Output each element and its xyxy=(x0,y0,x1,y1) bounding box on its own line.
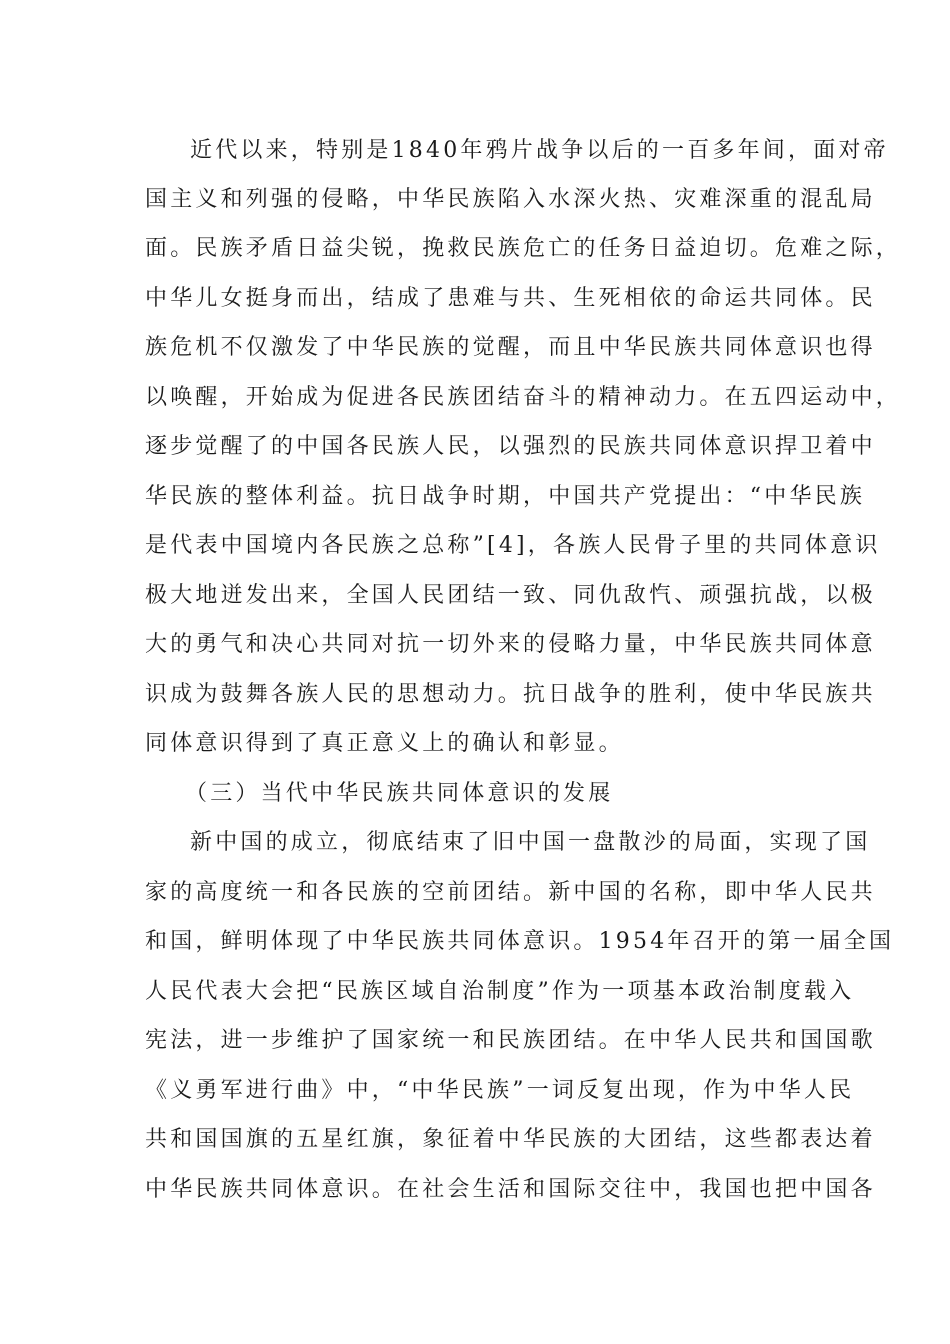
paragraph-line: 人民代表大会把“民族区域自治制度”作为一项基本政治制度载入 xyxy=(145,979,855,1004)
paragraph-line: 极大地迸发出来，全国人民团结一致、同仇敌忾、顽强抗战，以极 xyxy=(145,583,876,608)
paragraph-line: 新中国的成立，彻底结束了旧中国一盘散沙的局面，实现了国 xyxy=(190,830,871,855)
paragraph-line: 《义勇军进行曲》中，“中华民族”一词反复出现，作为中华人民 xyxy=(145,1078,855,1103)
paragraph-line: 家的高度统一和各民族的空前团结。新中国的名称，即中华人民共 xyxy=(145,880,876,905)
paragraph-line: 华民族的整体利益。抗日战争时期，中国共产党提出：“中华民族 xyxy=(145,484,866,509)
paragraph-line: 和国，鲜明体现了中华民族共同体意识。1954年召开的第一届全国 xyxy=(145,929,895,954)
paragraph-line: 是代表中国境内各民族之总称”[4]，各族人民骨子里的共同体意识 xyxy=(145,533,881,558)
section-heading: （三）当代中华民族共同体意识的发展 xyxy=(185,781,614,806)
paragraph-line: 族危机不仅激发了中华民族的觉醒，而且中华民族共同体意识也得 xyxy=(145,335,876,360)
paragraph-line: 中华民族共同体意识。在社会生活和国际交往中，我国也把中国各 xyxy=(145,1177,876,1202)
paragraph-line: 近代以来，特别是1840年鸦片战争以后的一百多年间，面对帝 xyxy=(190,138,889,163)
paragraph-line: 以唤醒，开始成为促进各民族团结奋斗的精神动力。在五四运动中， xyxy=(145,385,902,410)
paragraph-line: 大的勇气和决心共同对抗一切外来的侵略力量，中华民族共同体意 xyxy=(145,632,876,657)
paragraph-line: 共和国国旗的五星红旗，象征着中华民族的大团结，这些都表达着 xyxy=(145,1127,876,1152)
paragraph-line: 同体意识得到了真正意义上的确认和彰显。 xyxy=(145,731,624,756)
paragraph-line: 面。民族矛盾日益尖锐，挽救民族危亡的任务日益迫切。危难之际， xyxy=(145,236,902,261)
paragraph-line: 逐步觉醒了的中国各民族人民，以强烈的民族共同体意识捍卫着中 xyxy=(145,434,876,459)
paragraph-line: 宪法，进一步维护了国家统一和民族团结。在中华人民共和国国歌 xyxy=(145,1028,876,1053)
paragraph-line: 国主义和列强的侵略，中华民族陷入水深火热、灾难深重的混乱局 xyxy=(145,187,876,212)
paragraph-line: 中华儿女挺身而出，结成了患难与共、生死相依的命运共同体。民 xyxy=(145,286,876,311)
paragraph-line: 识成为鼓舞各族人民的思想动力。抗日战争的胜利，使中华民族共 xyxy=(145,682,876,707)
